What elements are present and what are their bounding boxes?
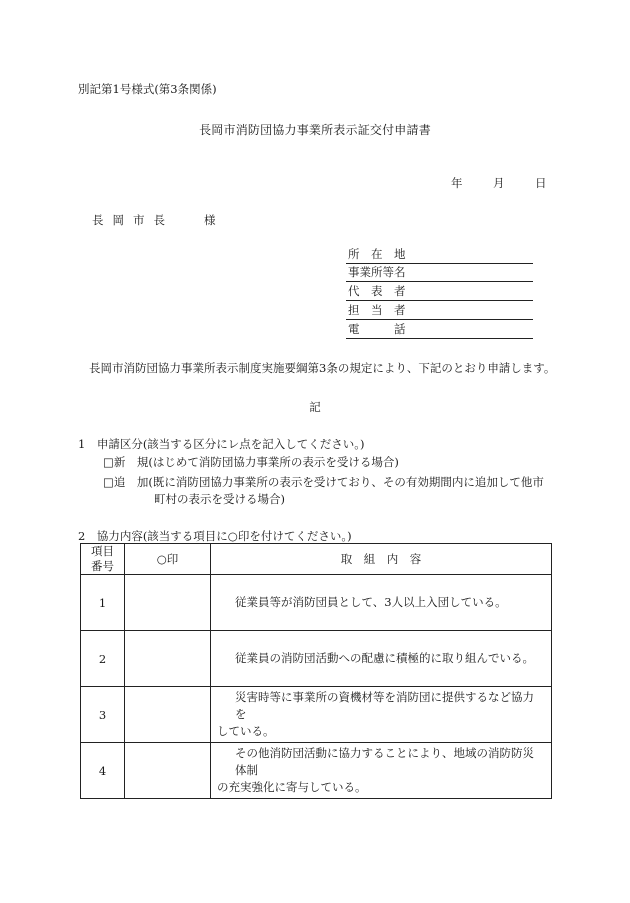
body-text: 長岡市消防団協力事業所表示制度実施要綱第3条の規定により、下記のとおり申請します。 <box>89 361 556 375</box>
field-label-representative: 代 表 者 <box>348 284 406 298</box>
addressee <box>92 212 216 228</box>
header-mark: ○印 <box>125 544 211 575</box>
field-business-name[interactable] <box>346 264 533 282</box>
header-number-line1: 項目 <box>91 544 114 558</box>
row-number: 4 <box>81 743 125 799</box>
option-new-checkbox[interactable]: □新 規(はじめて消防団協力事業所の表示を受ける場合) <box>103 455 399 469</box>
row-number: 1 <box>81 575 125 631</box>
section2-heading: 2 協力内容(該当する項目に○印を付けてください。) <box>78 529 352 543</box>
row-description-line2: の充実強化に寄与している。 <box>217 780 367 794</box>
field-address[interactable] <box>346 246 533 264</box>
row-description <box>211 743 552 799</box>
option-add-continuation: 町村の表示を受ける場合) <box>154 492 285 506</box>
row-description-line1: 従業員等が消防団員として、3人以上入団している。 <box>235 595 507 609</box>
field-phone[interactable] <box>346 321 533 339</box>
row-description <box>211 631 552 687</box>
row-description <box>211 687 552 743</box>
row-mark-cell[interactable] <box>125 575 211 631</box>
date-month-label: 月 <box>493 176 505 190</box>
row-mark-cell[interactable] <box>125 631 211 687</box>
row-description <box>211 575 552 631</box>
row-number: 2 <box>81 631 125 687</box>
table-row <box>81 575 552 631</box>
date-day-label: 日 <box>535 176 547 190</box>
date-row <box>451 175 547 191</box>
row-mark-cell[interactable] <box>125 687 211 743</box>
header-number-line2: 番号 <box>91 559 114 573</box>
addressee-mayor: 長岡市長 <box>92 213 174 227</box>
row-number: 3 <box>81 687 125 743</box>
field-label-business-name: 事業所等名 <box>348 265 406 279</box>
ki-marker: 記 <box>309 400 321 414</box>
option-add-checkbox[interactable]: □追 加(既に消防団協力事業所の表示を受けており、その有効期間内に追加して他市 <box>103 475 544 489</box>
field-label-phone: 電 話 <box>348 322 406 336</box>
row-description-line2: している。 <box>217 724 275 738</box>
table-row <box>81 631 552 687</box>
form-number: 別記第1号様式(第3条関係) <box>78 82 217 96</box>
field-label-contact-person: 担 当 者 <box>348 303 406 317</box>
field-contact-person[interactable] <box>346 302 533 320</box>
document-title: 長岡市消防団協力事業所表示証交付申請書 <box>199 123 431 137</box>
date-year-label: 年 <box>451 176 463 190</box>
header-content: 取 組 内 容 <box>211 544 552 575</box>
field-representative[interactable] <box>346 283 533 301</box>
addressee-honorific: 様 <box>204 213 216 227</box>
row-description-line1: 災害時等に事業所の資機材等を消防団に提供するなど協力を <box>235 690 534 721</box>
table-row <box>81 687 552 743</box>
table-row <box>81 743 552 799</box>
field-label-address: 所 在 地 <box>348 247 406 261</box>
row-description-line1: 従業員の消防団活動への配慮に積極的に取り組んでいる。 <box>235 651 534 665</box>
section1-heading: 1 申請区分(該当する区分にレ点を記入してください。) <box>78 437 365 451</box>
table-header-row <box>81 544 552 575</box>
header-item-number <box>81 544 125 575</box>
row-description-line1: その他消防団活動に協力することにより、地域の消防防災体制 <box>235 746 534 777</box>
cooperation-table <box>80 543 552 799</box>
row-mark-cell[interactable] <box>125 743 211 799</box>
